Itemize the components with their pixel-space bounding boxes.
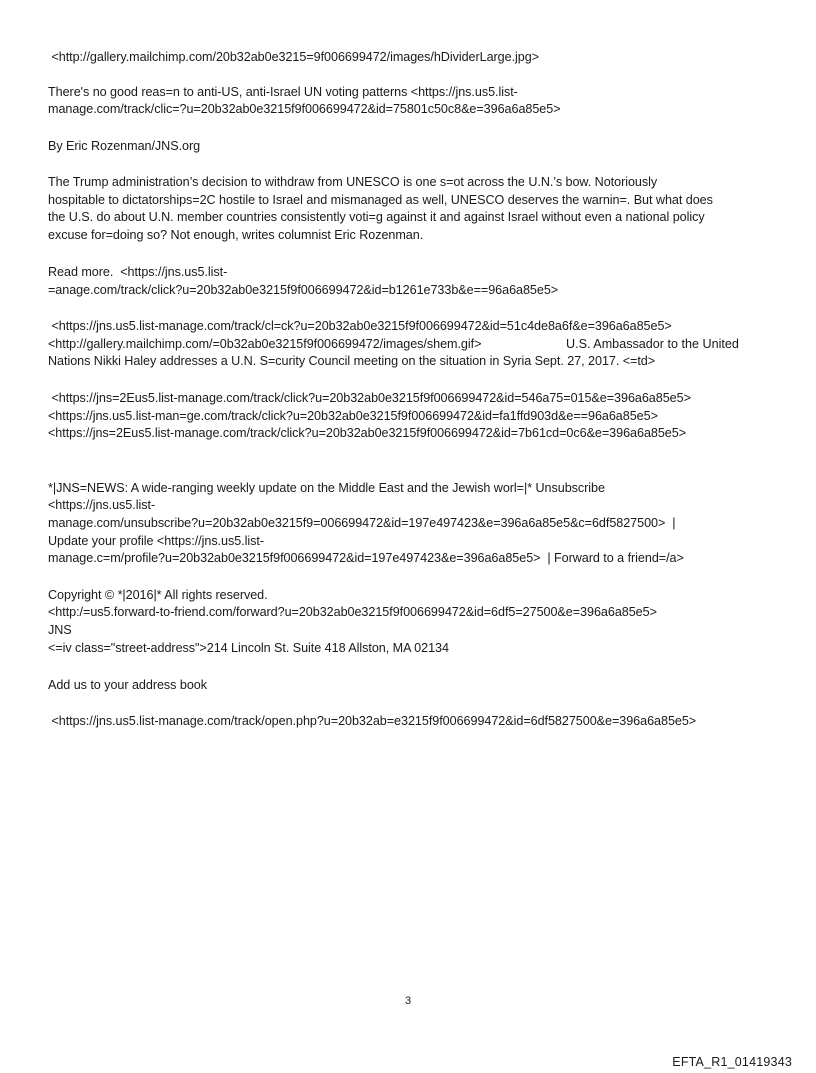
- update-profile-line: Update your profile <https://jns.us5.list-: [48, 534, 264, 548]
- ambassador-caption: U.S. Ambassador to the United: [566, 337, 739, 351]
- bates-number: EFTA_R1_01419343: [672, 1055, 792, 1069]
- caption-line: Nations Nikki Haley addresses a U.N. S=curity Council meeting on the situation in Syria Sept. 27, 2017. <=td>: [48, 354, 656, 368]
- article-body-line: hospitable to dictatorships=2C hostile to Israel and mismanaged as well, UNESCO deserves the warnin=. But what does: [48, 193, 713, 207]
- address-book-line: Add us to your address book: [48, 678, 207, 692]
- article-body-line: excuse for=doing so? Not enough, writes columnist Eric Rozenman.: [48, 228, 424, 242]
- forward-url: <http:/=us5.forward-to-friend.com/forward?u=20b32ab0e3215f9f006699472&id=6df5=27500&e=396a6a85e5>: [48, 605, 657, 619]
- article-body-line: the U.S. do about U.N. member countries consistently voti=g against it and against Israel without even a national policy: [48, 210, 705, 224]
- tracking-link: <https://jns=2Eus5.list-manage.com/track/click?u=20b32ab0e3215f9f006699472&id=7b61cd=0c6&e=396a6a85e5>: [48, 426, 687, 440]
- unsubscribe-url: manage.com/unsubscribe?u=20b32ab0e3215f9=006699472&id=197e497423&e=396a6a85e5&c=6df5827500> |: [48, 516, 676, 530]
- org-name: JNS: [48, 623, 72, 637]
- tracking-link: <https://jns.us5.list-manage.com/track/cl=ck?u=20b32ab0e3215f9f006699472&id=51c4de8a6f&e=396a6a85e5>: [48, 319, 672, 333]
- newsletter-footer-line: *|JNS=NEWS: A wide-ranging weekly update on the Middle East and the Jewish worl=|* Unsubscribe: [48, 481, 605, 495]
- copyright-line: Copyright © *|2016|* All rights reserved.: [48, 588, 268, 602]
- headline-line-1: There's no good reas=n to anti-US, anti-Israel UN voting patterns <https://jns.us5.list-: [48, 85, 518, 99]
- tracking-link: <https://jns.us5.list-man=ge.com/track/click?u=20b32ab0e3215f9f006699472&id=fa1ffd903d&e==96a6a85e5>: [48, 409, 658, 423]
- divider-image-link: <http://gallery.mailchimp.com/20b32ab0e3215=9f006699472/images/hDividerLarge.jpg>: [48, 50, 539, 64]
- image-link: <http://gallery.mailchimp.com/=0b32ab0e3215f9f006699472/images/shem.gif>: [48, 337, 482, 351]
- page-number: 3: [404, 995, 412, 1007]
- read-more-url: =anage.com/track/click?u=20b32ab0e3215f9f006699472&id=b1261e733b&e==96a6a85e5>: [48, 283, 559, 297]
- profile-url: manage.c=m/profile?u=20b32ab0e3215f9f006699472&id=197e497423&e=396a6a85e5> | Forward to a friend=/a>: [48, 551, 684, 565]
- unsubscribe-link-line: <https://jns.us5.list-: [48, 498, 156, 512]
- read-more-line: Read more. <https://jns.us5.list-: [48, 265, 228, 279]
- open-tracking-url: <https://jns.us5.list-manage.com/track/open.php?u=20b32ab=e3215f9f006699472&id=6df5827500&e=396a6a85e5>: [48, 714, 697, 728]
- article-body-line: The Trump administration’s decision to withdraw from UNESCO is one s=ot across the U.N.’s bow. Notoriously: [48, 175, 658, 189]
- byline: By Eric Rozenman/JNS.org: [48, 139, 201, 153]
- street-address: <=iv class="street-address">214 Lincoln St. Suite 418 Allston, MA 02134: [48, 641, 449, 655]
- tracking-link: <https://jns=2Eus5.list-manage.com/track/click?u=20b32ab0e3215f9f006699472&id=546a75=015&e=396a6a85e5>: [48, 391, 691, 405]
- headline-line-2: manage.com/track/clic=?u=20b32ab0e3215f9f006699472&id=75801c50c8&e=396a6a85e5>: [48, 102, 561, 116]
